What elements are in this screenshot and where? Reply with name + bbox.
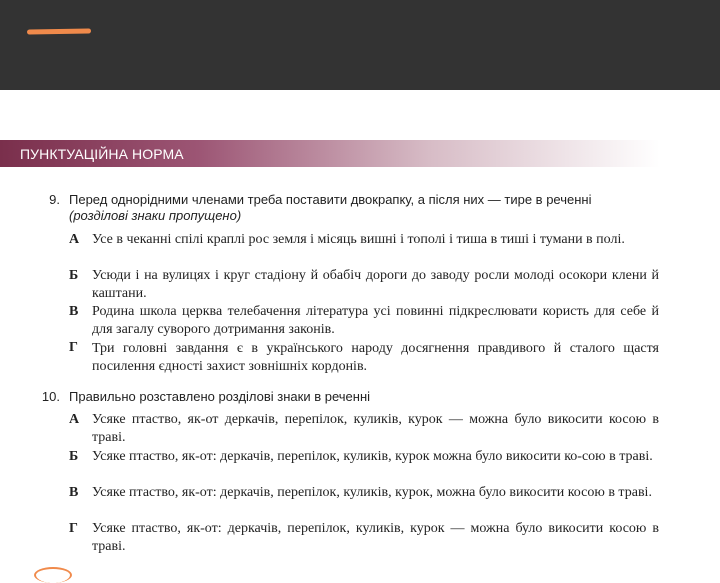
- question-number: 9.: [49, 192, 60, 207]
- option-letter: Г: [69, 340, 78, 355]
- option-text: Усяке птаство, як-от: деркачів, перепілок, куликів, курок — можна було викосити косою в траві.: [92, 521, 659, 554]
- question-prompt: Перед однорідними членами треба поставити двокрапку, а після них — тире в реченні: [69, 192, 592, 207]
- option-text: Усюди і на вулицях і круг стадіону й обабіч дороги до заводу росли молоді осокори клени й каштани.: [92, 268, 659, 301]
- section-title: ПУНКТУАЦІЙНА НОРМА: [20, 146, 184, 162]
- question-text: [69, 192, 659, 224]
- option-letter: Г: [69, 521, 78, 536]
- option-letter: В: [69, 485, 79, 500]
- header-bar: [0, 0, 720, 90]
- option-letter: Б: [69, 449, 79, 464]
- option-letter: А: [69, 232, 80, 247]
- option-letter: В: [69, 304, 79, 319]
- option-letter: А: [69, 412, 80, 427]
- question-prompt: Правильно розставлено розділові знаки в реченні: [69, 389, 371, 404]
- option-text: Усяке птаство, як-от деркачів, перепілок, куликів, курок — можна було викосити косою в траві.: [92, 412, 659, 445]
- option-text: Три головні завдання є в українського народу досягнення правдивого й сталого щастя посилення єдності захист зовнішніх кордонів.: [92, 341, 659, 374]
- question-note: (розділові знаки пропущено): [69, 208, 242, 223]
- bottom-arc-decoration: [34, 567, 72, 583]
- question-number: 10.: [41, 389, 60, 404]
- option-text: Усяке птаство, як-от: деркачів, перепілок, куликів, курок можна було викосити ко-сою в траві.: [92, 449, 653, 464]
- option-text: Усяке птаство, як-от: деркачів, перепілок, куликів, курок, можна було викосити косою в траві.: [92, 485, 652, 500]
- option-text: Усе в чеканні спілі краплі рос земля і місяць вишні і тополі і тиша в тиші і тумани в полі.: [92, 232, 625, 247]
- option-text: Родина школа церква телебачення література усі повинні підкреслювати користь для себе й для загалу суворого дотримання законів.: [92, 304, 659, 337]
- option-letter: Б: [69, 268, 79, 283]
- question-text: [69, 389, 659, 405]
